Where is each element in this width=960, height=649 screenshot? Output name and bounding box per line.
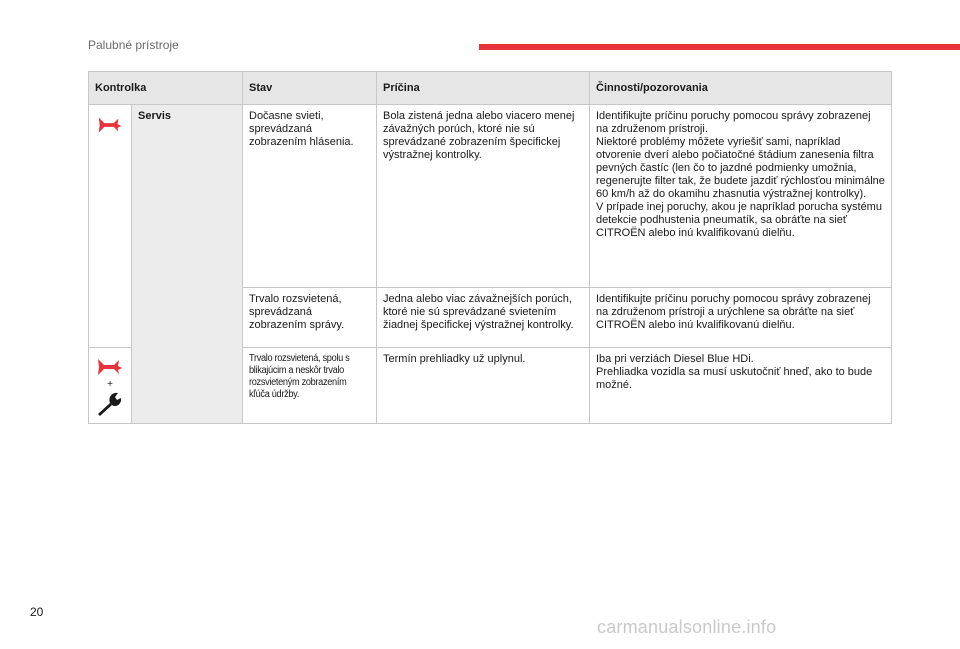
page-number: 20 <box>30 605 44 619</box>
maintenance-wrench-icon <box>94 391 126 417</box>
service-light-cell <box>89 105 132 348</box>
row1-cause: Bola zistená jedna alebo viacero menej závažných porúch, ktoré nie sú sprevádzané zobrazením špecifickej výstražnej kontrolky. <box>377 105 590 288</box>
row1-action-line: Niektoré problémy môžete vyriešiť sami, napríklad otvorenie dverí alebo počiatočné štádium zanesenia filtra pevných častíc (len čo to jazdné podmienky umožnia, regenerujte filter tak, že budete jazdiť rýchlosťou minimálne 60 km/h až do okamihu zhasnutia výstražnej kontrolky). <box>596 136 885 200</box>
service-wrench-icon <box>95 112 125 138</box>
row3-action <box>590 348 892 424</box>
row3-state <box>243 348 377 424</box>
table-header-row <box>89 72 892 105</box>
column-header-stav: Stav <box>243 72 377 105</box>
header-red-bar <box>479 44 960 50</box>
page-header-title: Palubné prístroje <box>88 38 179 52</box>
service-wrench-icon <box>94 356 126 378</box>
row1-action-line: V prípade inej poruchy, akou je napríklad porucha systému detekcie podhustenia pneumatík, sa obráťte na sieť CITROËN alebo inú kvalifikovanú dielňu. <box>596 201 882 239</box>
column-header-cinnosti: Činnosti/pozorovania <box>590 72 892 105</box>
row2-state: Trvalo rozsvietená, sprevádzaná zobrazením správy. <box>243 288 377 348</box>
column-header-kontrolka: Kontrolka <box>89 72 243 105</box>
row3-cause: Termín prehliadky už uplynul. <box>377 348 590 424</box>
service-label: Servis <box>132 105 243 424</box>
row3-action-line: Iba pri verziách Diesel Blue HDi. <box>596 353 754 365</box>
row3-state-text: Trvalo rozsvietená, spolu s blikajúcim a neskôr trvalo rozsvieteným zobrazením kľúča údržby. <box>249 353 350 400</box>
row2-action: Identifikujte príčinu poruchy pomocou správy zobrazenej na združenom prístroji a urýchlene sa obráťte na sieť CITROËN alebo inú kvalifikovanú dielňu. <box>590 288 892 348</box>
row1-action-line: Identifikujte príčinu poruchy pomocou správy zobrazenej na združenom prístroji. <box>596 110 871 135</box>
row2-cause: Jedna alebo viac závažnejších porúch, ktoré nie sú sprevádzané svietením žiadnej špecifickej výstražnej kontrolky. <box>377 288 590 348</box>
watermark: carmanualsonline.info <box>597 617 777 637</box>
maintenance-light-cell <box>89 348 132 424</box>
warning-lights-table <box>88 71 892 424</box>
table-row <box>89 105 892 288</box>
row3-action-line: Prehliadka vozidla sa musí uskutočniť hneď, ako to bude možné. <box>596 366 873 391</box>
row1-action <box>590 105 892 288</box>
row1-state: Dočasne svieti, sprevádzaná zobrazením hlásenia. <box>243 105 377 288</box>
plus-sign: + <box>107 379 113 390</box>
column-header-pricina: Príčina <box>377 72 590 105</box>
